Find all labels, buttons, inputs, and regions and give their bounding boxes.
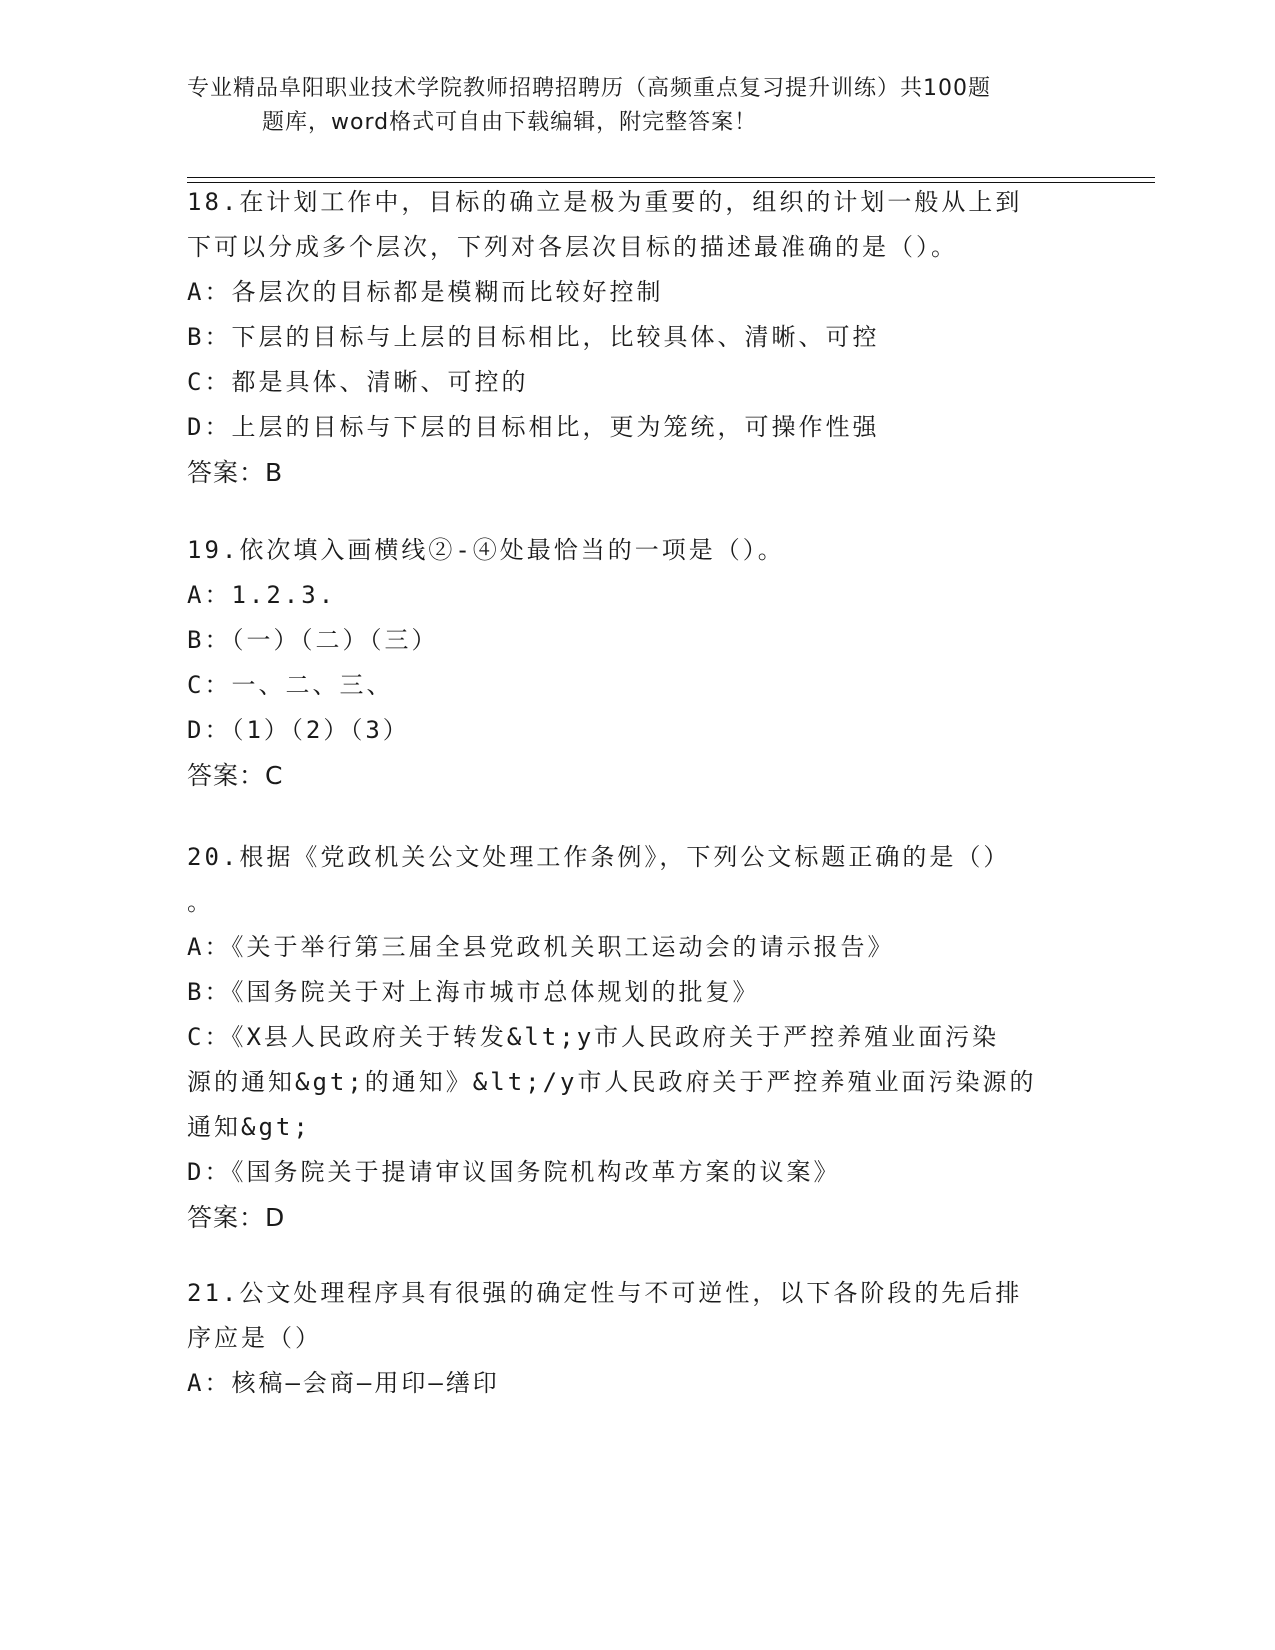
question-text: 。 (187, 888, 214, 916)
header-title-line-2: 题库，word格式可自由下载编辑，附完整答案！ (262, 110, 758, 135)
option-b: B：《国务院关于对上海市城市总体规划的批复》 (187, 978, 760, 1006)
question-20 (187, 835, 1087, 1240)
question-text: 20.根据《党政机关公文处理工作条例》，下列公文标题正确的是（） (187, 843, 1011, 871)
question-21 (187, 1271, 1087, 1406)
option-c: C：《X县人民政府关于转发&lt;y市人民政府关于严控养殖业面污染 (187, 1023, 1000, 1051)
question-text: 19.依次填入画横线②-④处最恰当的一项是（）。 (187, 536, 785, 564)
answer: 答案：B (187, 458, 284, 487)
option-c: C：一、二、三、 (187, 671, 394, 699)
header-divider-thick (187, 177, 1155, 178)
option-d: D：《国务院关于提请审议国务院机构改革方案的议案》 (187, 1158, 841, 1186)
option-b: B：（一）（二）（三） (187, 626, 439, 654)
question-text: 21.公文处理程序具有很强的确定性与不可逆性，以下各阶段的先后排 (187, 1279, 1023, 1307)
option-d: D：（1）（2）（3） (187, 716, 410, 744)
answer: 答案：C (187, 761, 284, 790)
question-18 (187, 180, 1087, 495)
option-c: C：都是具体、清晰、可控的 (187, 368, 529, 396)
option-a: A：《关于举行第三届全县党政机关职工运动会的请示报告》 (187, 933, 895, 961)
question-19 (187, 528, 1087, 798)
option-a: A：各层次的目标都是模糊而比较好控制 (187, 278, 664, 306)
option-d: D：上层的目标与下层的目标相比，更为笼统，可操作性强 (187, 413, 880, 441)
option-b: B：下层的目标与上层的目标相比，比较具体、清晰、可控 (187, 323, 880, 351)
answer: 答案：D (187, 1203, 286, 1232)
header-title-line-1: 专业精品阜阳职业技术学院教师招聘招聘历（高频重点复习提升训练）共100题 (187, 76, 991, 101)
option-a: A：核稿—会商—用印—缮印 (187, 1369, 500, 1397)
option-c-continued: 源的通知&gt;的通知》&lt;/y市人民政府关于严控养殖业面污染源的 (187, 1068, 1037, 1096)
option-c-continued: 通知&gt; (187, 1113, 311, 1141)
document-header (187, 72, 1067, 140)
option-a: A：1.2.3. (187, 581, 337, 609)
question-text: 18.在计划工作中，目标的确立是极为重要的，组织的计划一般从上到 (187, 188, 1023, 216)
question-text: 下可以分成多个层次，下列对各层次目标的描述最准确的是（）。 (187, 233, 958, 261)
question-text: 序应是（） (187, 1324, 322, 1352)
